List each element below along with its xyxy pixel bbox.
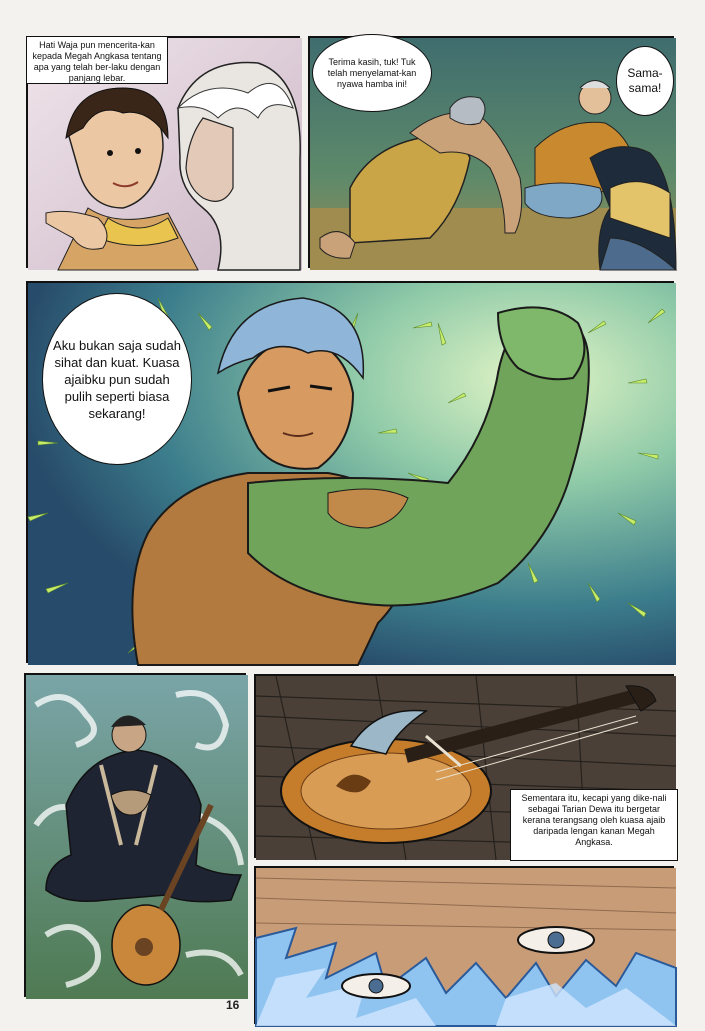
panel-5-vibrating-lute	[254, 674, 674, 858]
panel-5-caption: Sementara itu, kecapi yang dike-nali sebagai Tarian Dewa itu bergetar kerana terangsang oleh kuasa ajaib daripada lengan kanan Megah Angkasa.	[510, 789, 678, 861]
page-number: 16	[226, 998, 240, 1012]
panel-2-speech-bubble-reply	[616, 46, 674, 116]
panel-2-thanks-scene	[308, 36, 674, 268]
panel-2-bubble-right-text: Sama-sama!	[627, 66, 663, 95]
panel-6-glowing-eyes	[254, 866, 674, 1024]
panel-1-heroes-talking	[26, 36, 300, 268]
panel-6-art	[256, 868, 676, 1026]
panel-1-caption: Hati Waja pun mencerita-kan kepada Megah Angkasa tentang apa yang telah ber-laku dengan panjang lebar.	[26, 36, 168, 84]
panel-3-power-restored	[26, 281, 674, 663]
panel-4-art	[26, 675, 248, 999]
panel-4-hermit-meditating	[24, 673, 246, 1012]
panel-3-bubble-text: Aku bukan saja sudah sihat dan kuat. Kuasa ajaibku pun sudah pulih seperti biasa sekarang!	[53, 337, 181, 421]
panel-3-speech-bubble	[42, 293, 192, 465]
panel-2-speech-bubble-thanks	[312, 34, 432, 112]
panel-2-bubble-left-text: Terima kasih, tuk! Tuk telah menyelamat-kan nyawa hamba ini!	[327, 56, 417, 89]
